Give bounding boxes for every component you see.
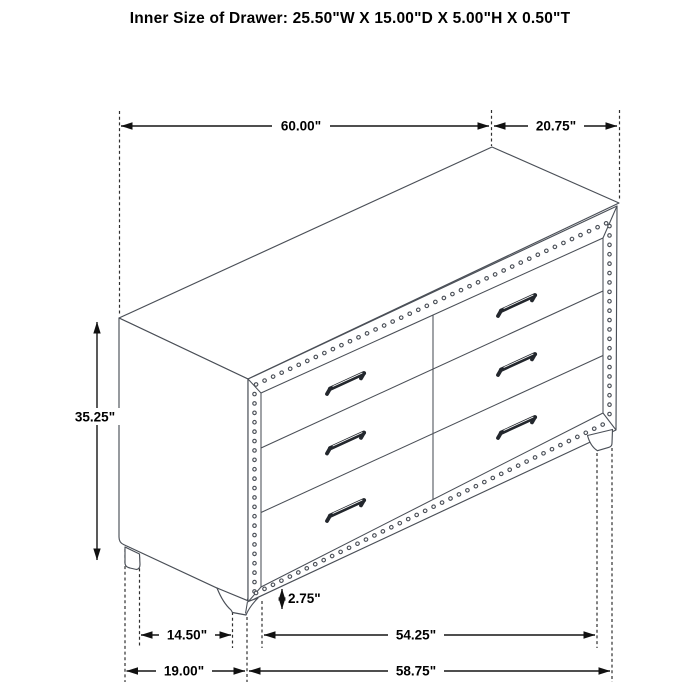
dim-overall-depth-label: 20.75" [535,118,577,134]
dim-overall-width-label: 60.00" [280,118,322,134]
dim-front-leg-span-label: 54.25" [395,627,437,643]
dresser-body [119,147,619,615]
page-title: Inner Size of Drawer: 25.50"W X 15.00"D X 5.00"H X 0.50"T [129,10,571,27]
dim-leg-height-label: 2.75" [288,591,321,606]
dim-overall-height-label: 35.25" [74,409,116,425]
dim-side-base-depth-label: 19.00" [163,663,205,679]
dim-front-base-width-label: 58.75" [395,663,437,679]
dim-leg-gap-label: 14.50" [166,627,208,643]
